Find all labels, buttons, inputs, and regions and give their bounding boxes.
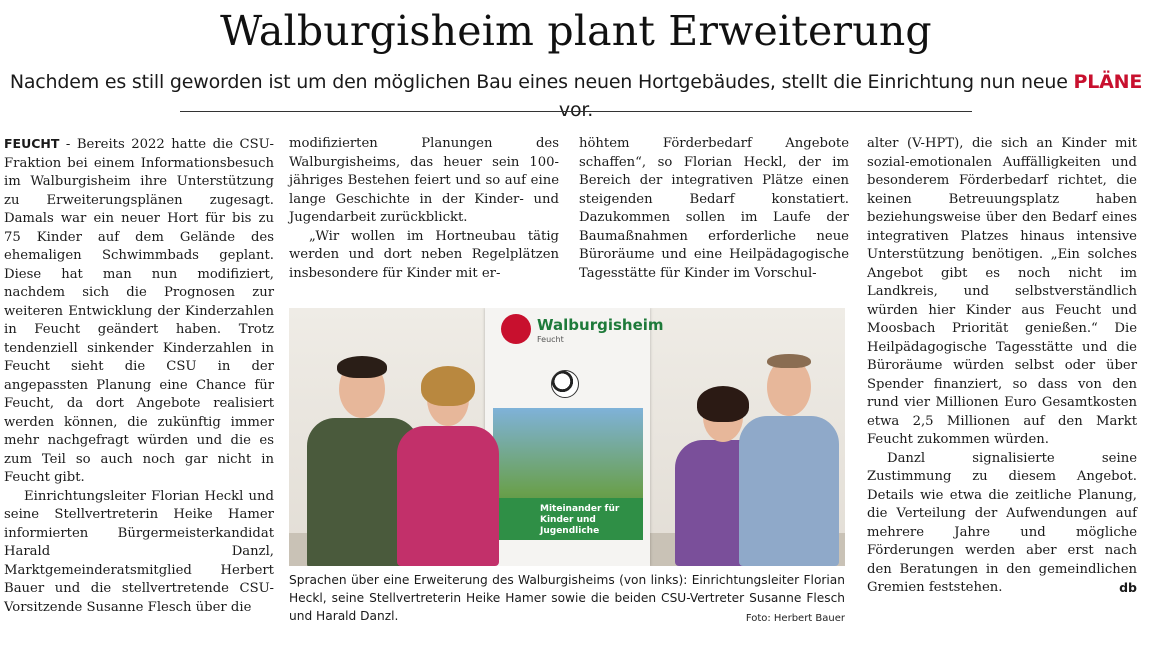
headline: Walburgisheim plant Erweiterung: [220, 7, 932, 55]
subheadline-text: Nachdem es still geworden ist um den möglichen Bau eines neuen Hortgebäudes, stellt die Einrichtung nun neue: [9, 71, 1068, 93]
author-initials: db: [1119, 580, 1137, 595]
subheadline-tail: vor.: [558, 99, 594, 121]
paragraph: modifizierten Planungen des Walburgisheims, das heuer sein 100-jähriges Bestehen feiert und so auf eine lange Geschichte in der Kinder- und Jugendarbeit zurückblickt.: [289, 136, 559, 225]
person-harald-danzl: [735, 354, 843, 566]
rollup-banner: [485, 308, 664, 566]
paragraph: Einrichtungsleiter Florian Heckl und seine Stellvertreterin Heike Hamer informierten Bürgermeisterkandidat Harald Danzl, Marktgemeinderatsmitglied Herbert Bauer und die stellvertretende CSU-Vorsitzende Susanne Flesch über die: [4, 488, 274, 615]
banner-logo-icon: [501, 314, 531, 344]
article-photo: [289, 308, 845, 566]
football-icon: [551, 370, 579, 398]
paragraph: höhtem Förderbedarf Angebote schaffen“, so Florian Heckl, der im Bereich der integrativen Plätze einen steigenden Bedarf konstatiert. Dazukommen sollen im Laufe der Baumaßnahmen erforderliche neue Büroräume und eine Heilpädagogische Tagesstätte für Kinder im Vorschul-: [579, 136, 849, 281]
banner-subtitle: Feucht: [537, 335, 564, 344]
paragraph: [4, 135, 274, 488]
article-column-2: [289, 135, 559, 283]
banner-title: Walburgisheim: [537, 316, 664, 334]
subheadline: [0, 68, 1152, 124]
photo-caption: Sprachen über eine Erweiterung des Walburgisheims (von links): Einrichtungsleiter Florian Heckl, seine Stellvertreterin Heike Hamer sowie die beiden CSU-Vertreter Susanne Flesch und Harald Danzl.: [289, 573, 845, 623]
paragraph-text: - Bereits 2022 hatte die CSU-Fraktion bei einem Informationsbesuch im Walburgisheim ihre Unterstützung zu Erweiterungsplänen zugesagt. Damals war ein neuer Hort für bis zu 75 Kinder auf dem Gelände des ehemaligen Schwimmbads geplant. Diese hat man nun modifiziert, nachdem sich die Prognosen zur weiteren Entwicklung der Kinderzahlen in Feucht geändert haben. Trotz tendenziell sinkender Kinderzahlen in Feucht sieht die CSU in der angepassten Planung eine Chance für Feucht, da dort Angebote realisiert werden können, die zukünftig immer mehr nachgefragt würden und die es zum Teil so auch noch gar nicht in Feucht gibt.: [4, 137, 274, 485]
dateline: FEUCHT: [4, 136, 60, 151]
paragraph: „Wir wollen im Hortneubau tätig werden und dort neben Regelplätzen insbesondere für Kinder mit er-: [289, 228, 559, 281]
article-column-1: [4, 135, 274, 617]
divider-rule: [180, 111, 972, 112]
article-column-4: [867, 135, 1137, 598]
subheadline-accent: PLÄNE: [1073, 71, 1143, 93]
article-column-3: [579, 135, 849, 283]
photo-credit: Foto: Herbert Bauer: [745, 613, 845, 624]
banner-tagline: Miteinander für Kinder und Jugendliche: [540, 504, 620, 536]
paragraph: [867, 450, 1137, 598]
paragraph: alter (V-HPT), die sich an Kinder mit sozial-emotionalen Auffälligkeiten und besonderem Förderbedarf richtet, die keinen Betreuungsplatz haben beziehungsweise über den Bedarf eines integrativen Platzes hinaus intensive Unterstützung benötigen. „Ein solches Angebot gibt es noch nicht im Landkreis, und selbstverständlich würden hier Kinder aus Feucht und Moosbach Priorität genießen.“ Die Heilpädagogische Tagesstätte und die Büroräume würden selbst oder über Spender finanziert, so dass von den rund vier Millionen Euro Gesamtkosten etwa 2,5 Millionen auf den Markt Feucht zukommen würden.: [867, 136, 1137, 447]
person-heike-hamer: [393, 364, 503, 566]
paragraph-text: Danzl signalisierte seine Zustimmung zu diesem Angebot. Details wie etwa die zeitliche Planung, die Verteilung der Aufwendungen auf mehrere Jahre und mögliche Förderungen werden aber erst nach den Beratungen in den gemeindlichen Gremien feststehen.: [867, 450, 1137, 595]
